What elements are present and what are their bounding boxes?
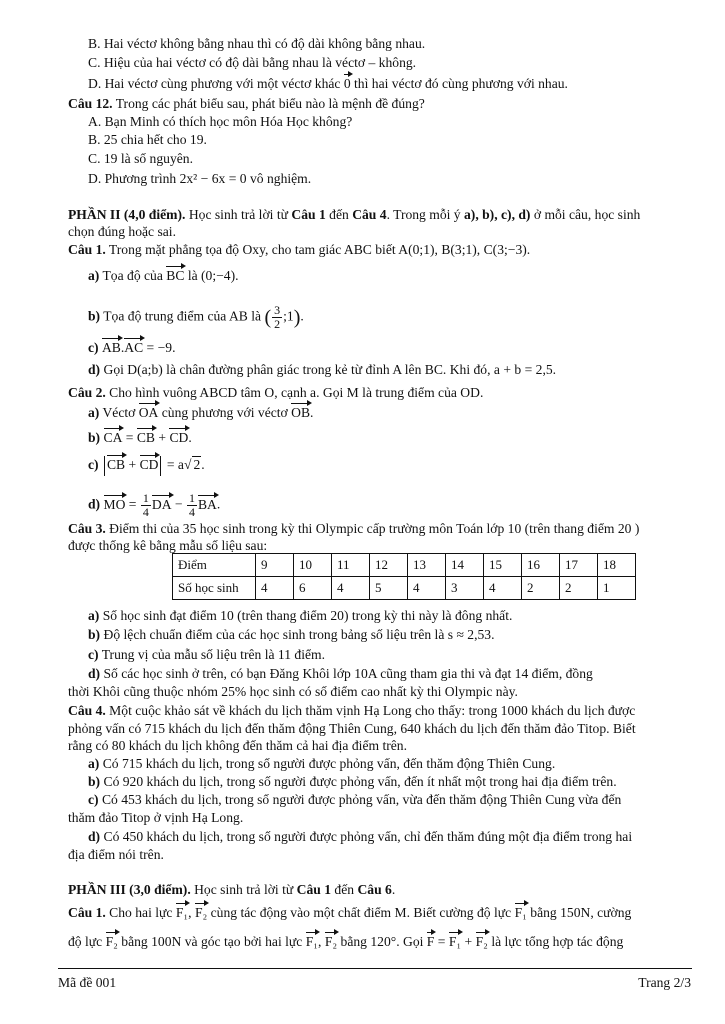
table-cell: 2 [522, 577, 560, 600]
vector-f2: F₂ [105, 934, 118, 949]
table-cell: 9 [256, 554, 294, 577]
p3c1-text-1: Cho hai lực [105, 905, 176, 920]
item-label: c) [88, 647, 99, 662]
fraction-3-2 [272, 304, 282, 331]
c3-label: Câu 3. [68, 521, 106, 536]
c2-item-c [88, 456, 205, 476]
item-label: d) [88, 666, 101, 681]
part3-intro-b2: Câu 6 [357, 882, 392, 897]
numerator: 1 [188, 491, 195, 505]
c3-line2: được thống kê bằng mẫu số liệu sau: [68, 538, 268, 553]
c4-c-line1: Có 453 khách du lịch, trong số người được phỏng vấn, vừa đến thăm động Thiên Cung vừa đến [101, 792, 622, 807]
part2-intro-1: Học sinh trả lời từ [185, 207, 292, 222]
c4-d-line2: địa điểm nói trên. [68, 847, 164, 862]
c2-a-end: . [310, 405, 314, 420]
vector-ab: AB [101, 340, 121, 355]
c4-stem [68, 703, 635, 719]
c1-c-text: = −9. [143, 340, 176, 355]
c3-stem [68, 521, 639, 537]
item-label: c) [88, 340, 99, 355]
q12-label: Câu 12. [68, 96, 113, 111]
table-header-count: Số học sinh [173, 577, 256, 600]
p3c1-text-6: bằng 120°. Gọi [337, 934, 427, 949]
q12-option-d: D. Phương trình 2x² − 6x = 0 vô nghiệm. [88, 171, 312, 186]
c2-item-d [88, 492, 220, 519]
q12-option-b: B. 25 chia hết cho 19. [88, 132, 207, 147]
table-row [173, 577, 636, 600]
c3-line1: Điểm thi của 35 học sinh trong kỳ thi Olympic cấp trường môn Toán lớp 10 (trên thang điểm 20 ) [105, 521, 640, 536]
item-label: c) [88, 457, 99, 473]
vector-f: F [426, 934, 435, 949]
p3c1-line1 [68, 905, 631, 921]
item-label: a) [88, 405, 100, 420]
c1-item-d [88, 362, 556, 378]
table-cell: 13 [408, 554, 446, 577]
item-label: d) [88, 362, 101, 377]
paren-open: ( [264, 306, 272, 329]
vector-cb: CB [106, 457, 126, 473]
vector-da: DA [151, 496, 172, 512]
q11-d-text: D. Hai véctơ cùng phương với một véctơ khác [88, 76, 344, 91]
equals: = [125, 496, 140, 512]
item-label: a) [88, 268, 100, 283]
table-cell: 4 [256, 577, 294, 600]
vector-f2: F₂ [194, 905, 208, 920]
c2-a-mid: cùng phương với véctơ [158, 405, 292, 420]
part2-title: PHẦN II (4,0 điểm). [68, 207, 186, 222]
c4-line3: rằng có 80 khách du lịch không đến thăm cả hai địa điểm trên. [68, 738, 407, 753]
c3-item-c [88, 647, 325, 663]
c3-item-b [88, 627, 495, 643]
table-cell: 4 [408, 577, 446, 600]
table-cell: 16 [522, 554, 560, 577]
c1-a-text: Tọa độ của [102, 268, 167, 283]
item-label: d) [88, 829, 101, 844]
c2-stem [68, 385, 483, 401]
item-label: d) [88, 496, 101, 512]
table-cell: 4 [332, 577, 370, 600]
vector-ac: AC [124, 340, 144, 355]
part2-intro-3: . Trong mỗi ý [386, 207, 464, 222]
vector-ca: CA [103, 430, 123, 445]
numerator: 3 [274, 303, 281, 317]
page-number: Trang 2/3 [638, 975, 691, 990]
c3-a-text: Số học sinh đạt điểm 10 (trên thang điểm 20) trong kỳ thi này là đông nhất. [102, 608, 513, 623]
table-cell: 11 [332, 554, 370, 577]
c2-d-end: . [216, 496, 221, 512]
c4-item-d [88, 829, 632, 845]
item-label: c) [88, 792, 99, 807]
c2-text: Cho hình vuông ABCD tâm O, cạnh a. Gọi M là trung điểm của OD. [105, 385, 484, 400]
vector-f1: F₁ [448, 934, 462, 949]
c4-b-text: Có 920 khách du lịch, trong số người được phỏng vấn, đến ít nhất một trong hai địa điểm trên. [103, 774, 617, 789]
c1-b-coord: ;1 [283, 308, 294, 324]
c2-b-end: . [188, 430, 192, 445]
vector-cb: CB [136, 430, 155, 445]
c2-item-b [88, 430, 192, 446]
p3c1-text-5: bằng 100N và góc tạo bởi hai lực [117, 934, 306, 949]
q11-d-text-end: thì hai véctơ đó cùng phương với nhau. [350, 76, 568, 91]
q11-option-c: C. Hiệu của hai véctơ có độ dài bằng nhau là véctơ – không. [88, 55, 417, 70]
c1-item-b: b) Tọa độ trung điểm của AB là ( $\frac{3}{2}$ ;1). [88, 303, 304, 331]
denominator: 2 [274, 317, 281, 331]
c4-label: Câu 4. [68, 703, 106, 718]
p3c1-line2 [68, 934, 623, 950]
vector-f1: F₁ [175, 905, 189, 920]
equals: = [122, 430, 137, 445]
part2-intro-4: ở mỗi câu, học sinh [530, 207, 641, 222]
paren-close: ) [293, 306, 301, 329]
p3c1-text-2: cùng tác động vào một chất điểm M. Biết cường độ lực [207, 905, 515, 920]
vector-mo: MO [103, 496, 126, 512]
table-cell: 6 [294, 577, 332, 600]
vector-f1: F₁ [514, 905, 527, 920]
p3c1-text-3: bằng 150N, cường [526, 905, 632, 920]
table-cell: 15 [484, 554, 522, 577]
part3-intro-b1: Câu 1 [296, 882, 332, 897]
c4-line2: phỏng vấn có 715 khách du lịch đến thăm động Thiên Cung, 640 khách du lịch đến thăm đảo Titop. Biết [68, 721, 636, 736]
c2-label: Câu 2. [68, 385, 106, 400]
c2-item-a [88, 405, 313, 421]
part2-intro-b3: a), b), c), d) [464, 207, 531, 222]
c3-d-line1: Số các học sinh ở trên, có bạn Đăng Khôi lớp 10A cũng tham gia thi và đạt 14 điểm, đồng [103, 666, 593, 681]
table-cell: 3 [446, 577, 484, 600]
c4-item-a [88, 756, 555, 772]
plus: + [155, 430, 170, 445]
table-cell: 12 [370, 554, 408, 577]
q12-option-c: C. 19 là số nguyên. [88, 151, 193, 166]
table-cell: 10 [294, 554, 332, 577]
c4-item-b [88, 774, 617, 790]
table-header-score: Điểm [173, 554, 256, 577]
table-cell: 2 [560, 577, 598, 600]
vector-cd: CD [169, 430, 189, 445]
vector-cd: CD [139, 457, 159, 473]
c3-item-a [88, 608, 512, 624]
sqrt-icon: √ [183, 457, 192, 473]
q12-option-a: A. Bạn Minh có thích học môn Hóa Học không? [88, 114, 353, 129]
plus: + [461, 934, 476, 949]
c1-item-a [88, 268, 239, 284]
denominator: 4 [188, 505, 195, 519]
score-table [172, 553, 636, 600]
q12-text: Trong các phát biểu sau, phát biểu nào là mệnh đề đúng? [112, 96, 425, 111]
q11-option-b: B. Hai véctơ không bằng nhau thì có độ dài không bằng nhau. [88, 36, 426, 51]
p3c1-text-7: là lực tổng hợp tác động [487, 934, 624, 949]
c1-text: Trong mặt phẳng tọa độ Oxy, cho tam giác ABC biết A(0;1), B(3;1), C(3;−3). [105, 242, 531, 257]
table-cell: 18 [598, 554, 636, 577]
zero-vector: 0 [343, 76, 351, 91]
item-label: b) [88, 308, 101, 324]
table-row [173, 554, 636, 577]
part3-heading [68, 882, 395, 898]
item-label: b) [88, 430, 101, 445]
table-cell: 5 [370, 577, 408, 600]
fraction-1-4 [141, 492, 151, 519]
comma: , [318, 934, 325, 949]
fraction-1-4 [187, 492, 197, 519]
minus: − [171, 496, 186, 512]
item-label: b) [88, 774, 101, 789]
vector-f2: F₂ [475, 934, 488, 949]
c1-b-text: Tọa độ trung điểm của AB là [103, 308, 265, 324]
equals-a: = a [163, 457, 184, 473]
c4-line1: Một cuộc khảo sát về khách du lịch thăm vịnh Hạ Long cho thấy: trong 1000 khách du lịch được [105, 703, 636, 718]
abs-bar-left [104, 456, 105, 476]
vector-ob: OB [291, 405, 311, 420]
part2-heading [68, 207, 640, 223]
part3-intro-3: . [391, 882, 396, 897]
c2-a-text: Véctơ [102, 405, 139, 420]
abs-bar-right [160, 456, 161, 476]
item-label: a) [88, 608, 100, 623]
table-cell: 14 [446, 554, 484, 577]
q11-option-d [88, 76, 568, 92]
p3c1-text-4: độ lực [68, 934, 106, 949]
part2-intro-b1: Câu 1 [291, 207, 326, 222]
part2-intro-line2: chọn đúng hoặc sai. [68, 224, 176, 239]
denominator: 4 [142, 505, 149, 519]
c4-c-line2: thăm đảo Titop ở vịnh Hạ Long. [68, 810, 244, 825]
p3c1-label: Câu 1. [68, 905, 106, 920]
c4-d-line1: Có 450 khách du lịch, trong số người được phỏng vấn, chỉ đến thăm đúng một địa điểm trong hai [103, 829, 633, 844]
table-cell: 17 [560, 554, 598, 577]
dot-product: . [120, 340, 125, 355]
table-cell: 1 [598, 577, 636, 600]
vector-ba: BA [197, 496, 217, 512]
footer-divider [58, 968, 692, 969]
c4-item-c [88, 792, 621, 808]
radicand: 2 [193, 457, 201, 473]
part3-title: PHẦN III (3,0 điểm). [68, 882, 191, 897]
comma: , [188, 905, 195, 920]
item-label: b) [88, 627, 101, 642]
item-label: a) [88, 756, 100, 771]
vector-f2: F₂ [324, 934, 338, 949]
part2-intro-b2: Câu 4 [352, 207, 387, 222]
c1-d-text: Gọi D(a;b) là chân đường phân giác trong kẻ từ đỉnh A lên BC. Khi đó, a + b = 2,5. [103, 362, 557, 377]
c1-label: Câu 1. [68, 242, 106, 257]
table-cell: 4 [484, 577, 522, 600]
c3-b-text: Độ lệch chuẩn điểm của các học sinh trong bảng số liệu trên là s ≈ 2,53. [103, 627, 495, 642]
part2-intro-2: đến [325, 207, 353, 222]
equals: = [434, 934, 449, 949]
vector-bc: BC [166, 268, 185, 283]
numerator: 1 [142, 491, 149, 505]
c3-item-d [88, 666, 593, 682]
c4-a-text: Có 715 khách du lịch, trong số người được phỏng vấn, đến thăm động Thiên Cung. [102, 756, 556, 771]
part3-intro-1: Học sinh trả lời từ [190, 882, 297, 897]
c3-c-text: Trung vị của mẫu số liệu trên là 11 điểm. [101, 647, 325, 662]
part3-intro-2: đến [331, 882, 358, 897]
c3-d-line2: thời Khôi cũng thuộc nhóm 25% học sinh có số điểm cao nhất kỳ thi Olympic này. [68, 684, 518, 699]
c1-stem [68, 242, 530, 258]
plus: + [125, 457, 140, 473]
q12-stem [68, 96, 425, 112]
c2-c-end: . [201, 457, 205, 473]
exam-code: Mã đề 001 [58, 975, 117, 990]
c1-a-text-end: là (0;−4). [184, 268, 239, 283]
c1-item-c [88, 340, 175, 356]
vector-oa: OA [138, 405, 159, 420]
vector-f1: F₁ [305, 934, 319, 949]
